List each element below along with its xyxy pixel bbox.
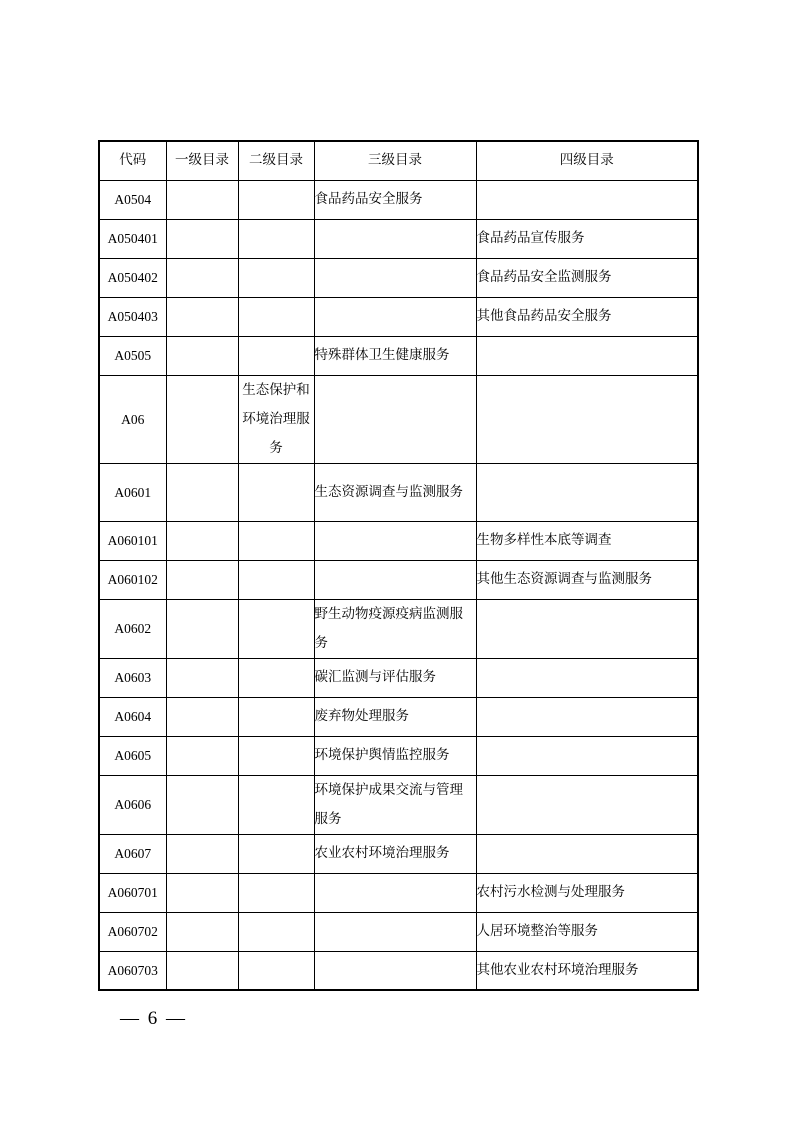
level-1-cell (166, 912, 238, 951)
table-row (99, 336, 698, 375)
table-row (99, 775, 698, 834)
level-1-cell (166, 775, 238, 834)
catalog-table (98, 140, 699, 991)
level-1-cell (166, 560, 238, 599)
level-3-cell: 环境保护舆情监控服务 (314, 736, 476, 775)
table-row (99, 912, 698, 951)
level-4-cell: 人居环境整治等服务 (476, 912, 698, 951)
code-cell: A0505 (99, 336, 166, 375)
level-2-cell (238, 180, 314, 219)
level-3-cell: 食品药品安全服务 (314, 180, 476, 219)
level-1-cell (166, 463, 238, 521)
level-1-cell (166, 873, 238, 912)
level-4-cell: 其他生态资源调查与监测服务 (476, 560, 698, 599)
level-1-cell (166, 219, 238, 258)
level-2-cell (238, 521, 314, 560)
code-cell: A060101 (99, 521, 166, 560)
table-row (99, 258, 698, 297)
code-cell: A0604 (99, 697, 166, 736)
header-level-1: 一级目录 (166, 141, 238, 180)
table-row (99, 375, 698, 463)
level-4-cell: 其他食品药品安全服务 (476, 297, 698, 336)
level-2-cell (238, 736, 314, 775)
level-1-cell (166, 697, 238, 736)
code-cell: A0601 (99, 463, 166, 521)
header-code: 代码 (99, 141, 166, 180)
level-3-cell (314, 297, 476, 336)
level-1-cell (166, 258, 238, 297)
level-1-cell (166, 521, 238, 560)
level-2-cell (238, 834, 314, 873)
code-cell: A0607 (99, 834, 166, 873)
level-4-cell (476, 463, 698, 521)
level-2-cell (238, 219, 314, 258)
header-level-3: 三级目录 (314, 141, 476, 180)
level-3-cell: 废弃物处理服务 (314, 697, 476, 736)
header-row (99, 141, 698, 180)
level-1-cell (166, 658, 238, 697)
level-2-cell (238, 658, 314, 697)
code-cell: A0605 (99, 736, 166, 775)
level-4-cell (476, 736, 698, 775)
table-row (99, 521, 698, 560)
level-4-cell: 农村污水检测与处理服务 (476, 873, 698, 912)
code-cell: A0606 (99, 775, 166, 834)
level-1-cell (166, 599, 238, 658)
page-number: — 6 — (120, 1008, 187, 1029)
code-cell: A0602 (99, 599, 166, 658)
level-3-cell (314, 912, 476, 951)
level-3-cell: 环境保护成果交流与管理服务 (314, 775, 476, 834)
level-2-cell (238, 873, 314, 912)
level-4-cell (476, 658, 698, 697)
level-1-cell (166, 336, 238, 375)
level-4-cell (476, 834, 698, 873)
code-cell: A0504 (99, 180, 166, 219)
code-cell: A06 (99, 375, 166, 463)
level-4-cell (476, 180, 698, 219)
table-row (99, 180, 698, 219)
level-4-cell (476, 697, 698, 736)
level-3-cell: 农业农村环境治理服务 (314, 834, 476, 873)
table-row (99, 560, 698, 599)
level-2-cell (238, 336, 314, 375)
level-1-cell (166, 180, 238, 219)
level-4-cell (476, 375, 698, 463)
level-2-cell (238, 463, 314, 521)
level-3-cell (314, 219, 476, 258)
table-row (99, 951, 698, 990)
table-row (99, 658, 698, 697)
level-1-cell (166, 297, 238, 336)
level-1-cell (166, 834, 238, 873)
level-3-cell: 生态资源调查与监测服务 (314, 463, 476, 521)
level-1-cell (166, 736, 238, 775)
level-4-cell: 生物多样性本底等调查 (476, 521, 698, 560)
code-cell: A050402 (99, 258, 166, 297)
level-4-cell: 其他农业农村环境治理服务 (476, 951, 698, 990)
level-2-cell (238, 912, 314, 951)
table-row (99, 873, 698, 912)
level-3-cell (314, 873, 476, 912)
code-cell: A050403 (99, 297, 166, 336)
level-2-cell (238, 297, 314, 336)
level-4-cell: 食品药品安全监测服务 (476, 258, 698, 297)
code-cell: A050401 (99, 219, 166, 258)
code-cell: A060703 (99, 951, 166, 990)
level-3-cell (314, 521, 476, 560)
level-2-cell: 生态保护和环境治理服务 (238, 375, 314, 463)
level-3-cell (314, 951, 476, 990)
code-cell: A060701 (99, 873, 166, 912)
table-row (99, 599, 698, 658)
level-3-cell: 野生动物疫源疫病监测服务 (314, 599, 476, 658)
level-3-cell (314, 258, 476, 297)
table-row (99, 736, 698, 775)
level-3-cell (314, 375, 476, 463)
level-4-cell (476, 599, 698, 658)
header-level-2: 二级目录 (238, 141, 314, 180)
table-row (99, 297, 698, 336)
table-row (99, 463, 698, 521)
level-4-cell (476, 775, 698, 834)
level-2-cell (238, 775, 314, 834)
level-1-cell (166, 375, 238, 463)
level-2-cell (238, 258, 314, 297)
code-cell: A0603 (99, 658, 166, 697)
table-row (99, 834, 698, 873)
level-3-cell: 碳汇监测与评估服务 (314, 658, 476, 697)
code-cell: A060702 (99, 912, 166, 951)
level-2-cell (238, 560, 314, 599)
table-row (99, 697, 698, 736)
level-3-cell: 特殊群体卫生健康服务 (314, 336, 476, 375)
table-row (99, 219, 698, 258)
level-2-cell (238, 697, 314, 736)
level-3-cell (314, 560, 476, 599)
level-1-cell (166, 951, 238, 990)
level-4-cell: 食品药品宣传服务 (476, 219, 698, 258)
code-cell: A060102 (99, 560, 166, 599)
header-level-4: 四级目录 (476, 141, 698, 180)
level-2-cell (238, 599, 314, 658)
level-2-cell (238, 951, 314, 990)
level-4-cell (476, 336, 698, 375)
